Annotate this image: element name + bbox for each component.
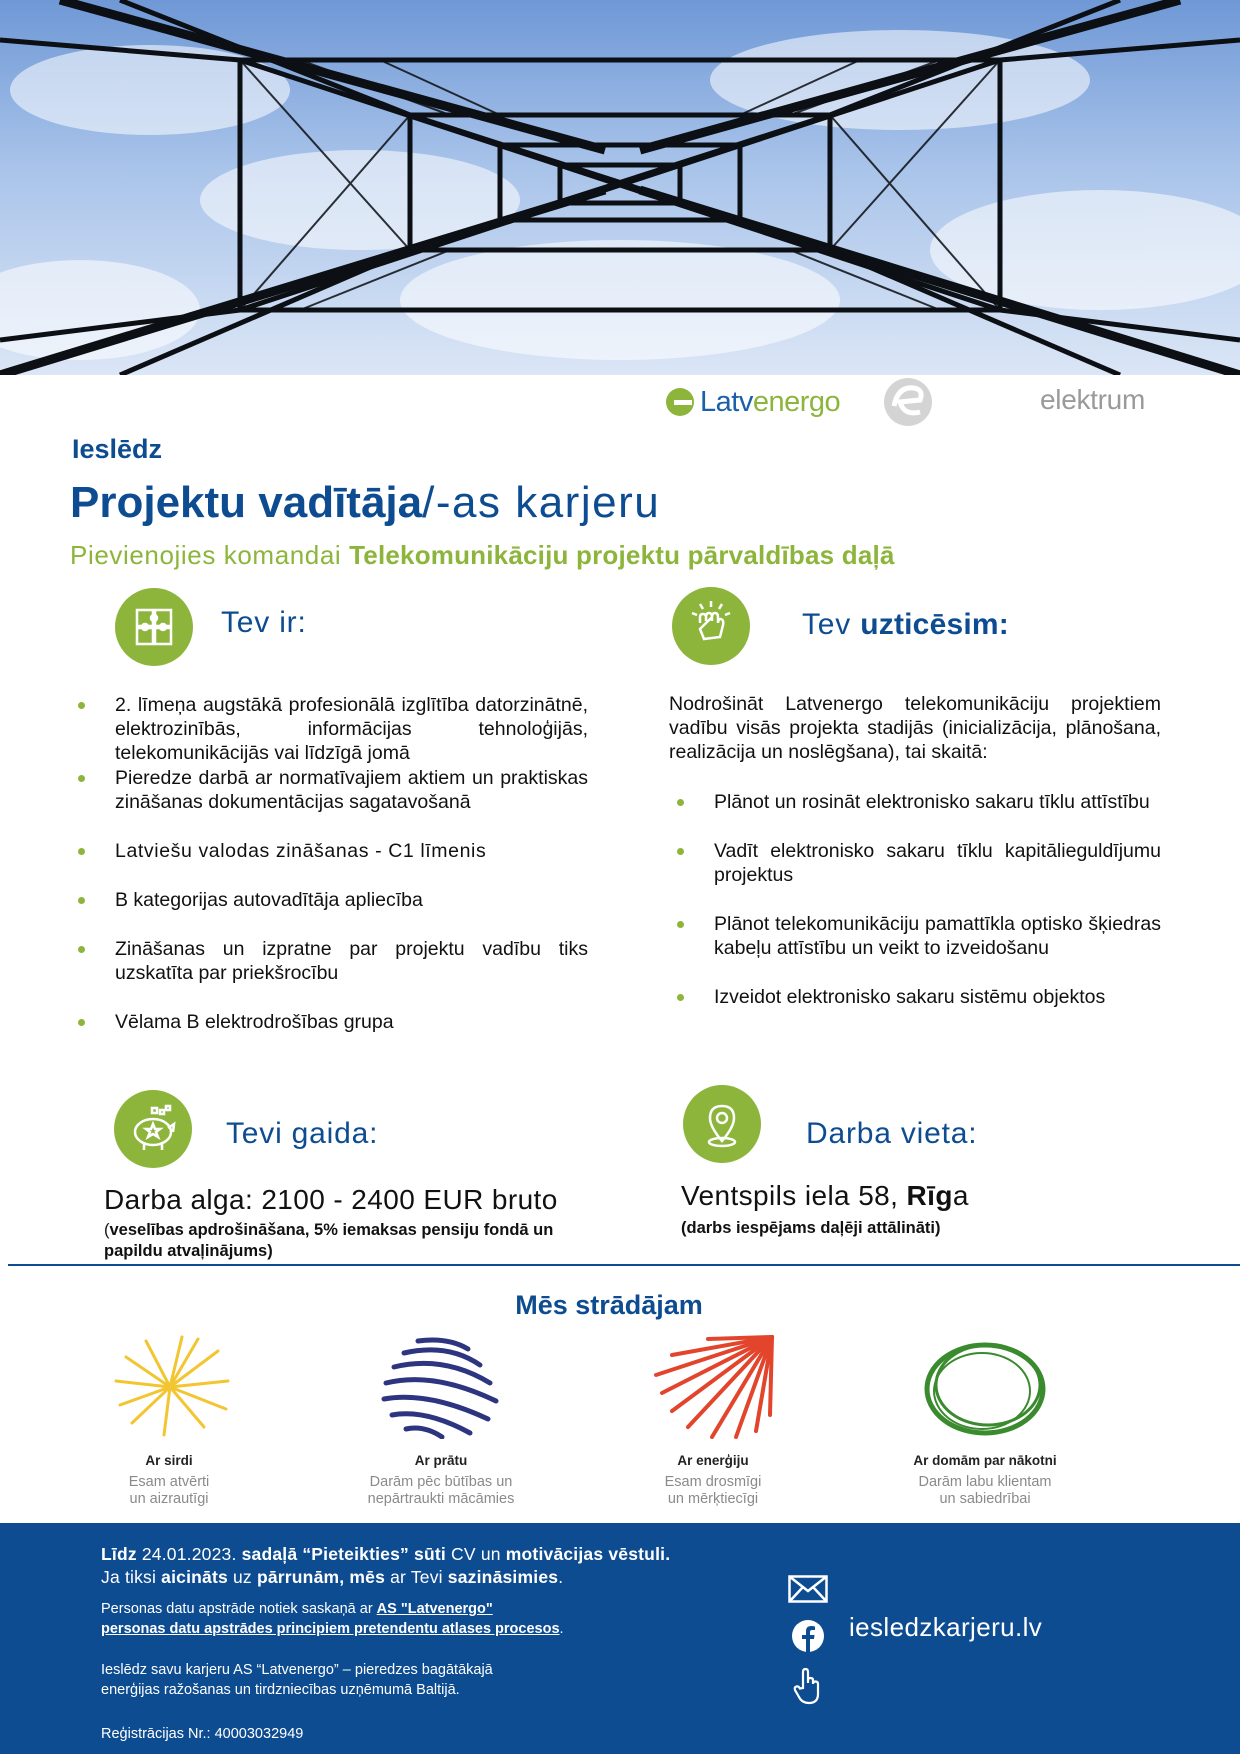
page-title [70, 478, 660, 528]
address-b: Rīg [906, 1180, 953, 1211]
kicker: Ieslēdz [72, 434, 163, 464]
remote-note: (darbs iespējams daļēji attālināti) [681, 1219, 941, 1237]
apply-instructions [101, 1543, 670, 1589]
subtitle-light: Pievienojies komandai [70, 540, 350, 570]
puzzle-icon [115, 588, 193, 666]
value-subtitle [865, 1474, 1105, 1508]
values-heading: Mēs strādājam [515, 1290, 703, 1320]
privacy-text: . [559, 1621, 564, 1637]
footer-text: sadaļā “Pieteikties” sūti [236, 1544, 452, 1564]
benefits [104, 1220, 594, 1262]
about-line: Ieslēdz savu karjeru AS “Latvenergo” – pieredzes bagātākajā [101, 1662, 493, 1678]
elektrum-logo: elektrum [1040, 384, 1145, 415]
you-have-list [115, 693, 588, 1034]
privacy-link[interactable]: AS "Latvenergo" [376, 1601, 493, 1617]
value-line: Esam atvērti [128, 1474, 210, 1490]
value-title: Ar enerģiju [677, 1453, 749, 1468]
list-item: Vadīt elektronisko sakaru tīklu kapitālieguldījumu projektus [714, 840, 1161, 886]
page-subtitle [70, 540, 895, 571]
we-trust-heading [802, 608, 1009, 642]
workplace-heading: Darba vieta: [806, 1117, 978, 1150]
future-rings-icon [920, 1335, 1050, 1439]
location-pin-icon [683, 1085, 761, 1163]
list-item: 2. līmeņa augstākā profesionālā izglītība datorzinātnē, elektrozinībās, informācijas tehnoloģijās, telekomunikācijās vai līdzīgā jomā [115, 694, 588, 764]
footer-text: un [475, 1544, 506, 1564]
envelope-icon[interactable] [788, 1575, 828, 1603]
address [681, 1180, 969, 1212]
latvenergo-mark-icon [666, 388, 694, 416]
list-item: Vēlama B elektrodrošības grupa [115, 1010, 588, 1034]
list-item: Izveidot elektronisko sakaru sistēmu objektos [714, 985, 1161, 1009]
facebook-icon[interactable] [791, 1619, 825, 1653]
privacy-note [101, 1599, 564, 1639]
raised-fist-icon [672, 587, 750, 665]
benefits-open: ( [104, 1221, 110, 1239]
list-item: Pieredze darbā ar normatīvajiem aktiem un praktiskas zināšanas dokumentācijas sagatavošanā [115, 767, 588, 813]
footer-text: . [558, 1567, 564, 1587]
footer-text: motivācijas vēstuli. [505, 1544, 671, 1564]
footer-text: Ja tiksi [101, 1567, 162, 1587]
list-item: B kategorijas autovadītāja apliecība [115, 888, 588, 912]
latvenergo-logo [666, 382, 840, 422]
footer-text: 24.01.2023. [141, 1544, 237, 1564]
we-trust-heading-bold: uzticēsim: [860, 608, 1009, 641]
salary: Darba alga: 2100 - 2400 EUR bruto [104, 1184, 558, 1215]
energy-rays-icon [652, 1335, 776, 1439]
list-item: Latviešu valodas zināšanas - C1 līmenis [115, 839, 588, 863]
list-item: Plānot telekomunikāciju pamattīkla optisko šķiedras kabeļu attīstību un veikt to izveidošanu [714, 913, 1161, 959]
value-title: Ar prātu [414, 1453, 468, 1468]
website-link[interactable]: iesledzkarjeru.lv [849, 1612, 1043, 1642]
we-trust-list [714, 790, 1161, 1009]
we-trust-heading-light: Tev [802, 608, 861, 641]
value-title: Ar sirdi [145, 1453, 193, 1468]
piggy-bank-icon [114, 1090, 192, 1168]
subtitle-bold: Telekomunikāciju projektu pārvaldības daļā [349, 540, 895, 570]
sun-burst-icon [108, 1335, 232, 1439]
pointer-hand-icon[interactable] [790, 1666, 824, 1706]
value-line: un sabiedrībai [939, 1491, 1031, 1507]
we-trust-intro: Nodrošināt Latvenergo telekomunikāciju projektiem vadību visās projekta stadijās (inicializācija, plānošana, realizācija un noslēgšana), tai skaitā: [669, 693, 1161, 763]
value-subtitle [321, 1474, 561, 1508]
hero-image-pylon [0, 0, 1240, 375]
registration-number: Reģistrācijas Nr.: 40003032949 [101, 1726, 304, 1742]
page-title-rest: /-as karjeru [422, 478, 661, 527]
value-line: Esam drosmīgi [664, 1474, 762, 1490]
address-c: a [952, 1180, 969, 1211]
footer-text: uz [227, 1567, 257, 1587]
footer-text: aicināts [161, 1567, 228, 1587]
value-line: Darām pēc būtības un [369, 1474, 513, 1490]
latvenergo-logo-text-a: Latv [700, 385, 753, 418]
value-line: un aizrautīgi [129, 1491, 209, 1507]
footer-text: sazināsimies [447, 1567, 559, 1587]
latvenergo-logo-text-b: energo [752, 385, 841, 418]
company-about [101, 1660, 493, 1700]
value-subtitle [593, 1474, 833, 1508]
list-item: Zināšanas un izpratne par projektu vadību tiks uzskatīta par priekšrocību [115, 938, 588, 984]
footer [0, 1523, 1240, 1754]
awaits-heading: Tevi gaida: [226, 1117, 379, 1150]
brain-waves-icon [378, 1335, 502, 1439]
you-have-heading: Tev ir: [221, 606, 307, 639]
privacy-text: Personas datu apstrāde notiek saskaņā ar [101, 1601, 377, 1617]
privacy-link[interactable]: personas datu apstrādes principiem pretendentu atlases procesos [101, 1621, 560, 1637]
value-line: un mērķtiecīgi [667, 1491, 759, 1507]
footer-text: CV [451, 1544, 476, 1564]
footer-text: Līdz [101, 1544, 142, 1564]
benefits-text: veselības apdrošināšana, 5% iemaksas pensiju fondā un papildu atvaļinājums) [104, 1221, 554, 1260]
value-line: nepārtraukti mācāmies [367, 1491, 515, 1507]
footer-text: pārrunām, mēs [256, 1567, 386, 1587]
value-line: Darām labu klientam [918, 1474, 1052, 1490]
address-a: Ventspils iela 58, [681, 1180, 907, 1211]
list-item: Plānot un rosināt elektronisko sakaru tīklu attīstību [714, 790, 1161, 814]
footer-text: Tevi [410, 1567, 443, 1587]
value-subtitle [49, 1474, 289, 1508]
e-emblem-icon [880, 376, 936, 428]
footer-text: ar [385, 1567, 411, 1587]
page-title-bold: Projektu vadītāja [70, 478, 423, 527]
divider [8, 1264, 1240, 1266]
value-title: Ar domām par nākotni [913, 1453, 1057, 1468]
about-line: enerģijas ražošanas un tirdzniecības uzņēmumā Baltijā. [101, 1682, 460, 1698]
